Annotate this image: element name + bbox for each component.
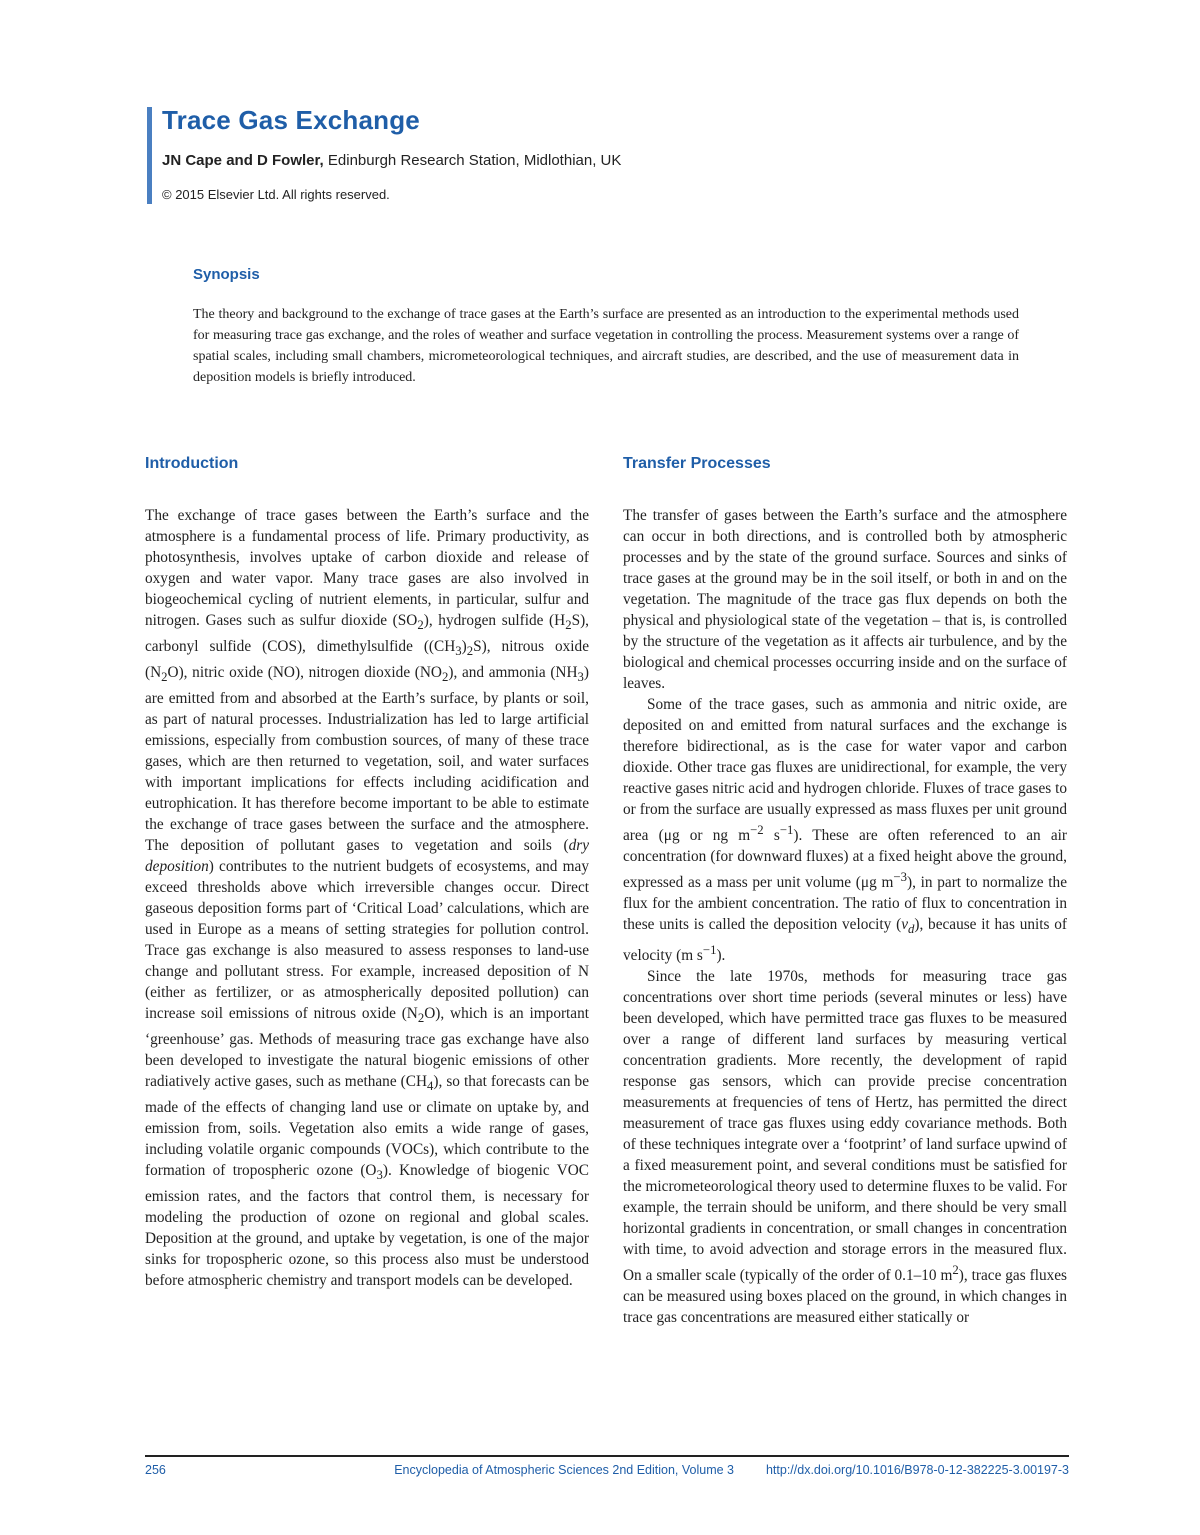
header-accent-bar [147,107,152,204]
right-column [623,455,1067,1328]
author-line [162,152,621,169]
transfer-paragraph-2: Some of the trace gases, such as ammonia and nitric oxide, are deposited on and emitted from natural surfaces and the exchange is therefore bidirectional, as is the case for water vapor and carbon dioxide. Other trace gas fluxes are unidirectional, for example, the very reactive gases nitric acid and hydrogen chloride. Fluxes of trace gases to or from the surface are usually expressed as mass fluxes per unit ground area (μg or ng $m^{-2}$ $s^{-1}$). These are often referenced to an air concentration (for downward fluxes) at a fixed height above the ground, expressed as a mass per unit volume (μg $m^{-3}$), in part to normalize the flux for the ambient concentration. The ratio of flux to concentration in these units is called the deposition velocity $(v_d)$, because it has units of velocity (m $s^{-1}$). [623,696,1068,965]
article-title: Trace Gas Exchange [162,105,420,135]
synopsis-text: The theory and background to the exchange of trace gases at the Earth’s surface are presented as an introduction to the experimental methods used for measuring trace gas exchange, and the roles of weather and surface vegetation in controlling the process. Measurement systems over a range of spatial scales, including small chambers, micrometeorological techniques, and aircraft studies, are described, and the use of measurement data in deposition models is briefly introduced. [193,307,1019,385]
page-footer [145,1463,1069,1481]
introduction-paragraph: The exchange of trace gases between the Earth’s surface and the atmosphere is a fundamental process of life. Primary productivity, as photosynthesis, involves uptake of carbon dioxide and release of oxygen and water vapor. Many trace gases are also involved in biogeochemical cycling of nutrient elements, in particular, sulfur and nitrogen. Gases such as sulfur dioxide $(SO_2)$, hydrogen sulfide $(H_2S)$, carbonyl sulfide (COS), dimethylsulfide $((CH_3)_2S)$, nitrous oxide $(N_2O)$, nitric oxide (NO), nitrogen dioxide $(NO_2)$, and ammonia $(NH_3)$ are emitted from and absorbed at the Earth’s surface, by plants or soil, as part of natural processes. Industrialization has led to large artificial emissions, especially from combustion sources, of many of these trace gases, which are then returned to vegetation, soil, and water surfaces with important implications for effects including acidification and eutrophication. It has therefore become important to be able to estimate the exchange of trace gases between the surface and the atmosphere. The deposition of pollutant gases to vegetation and soils (dry deposition) contributes to the nutrient budgets of ecosystems, and may exceed thresholds above which irreversible changes occur. Direct gaseous deposition forms part of ‘Critical Load’ calculations, which are used in Europe as a means of setting strategies for pollution control. Trace gas exchange is also measured to assess responses to land-use change and pollutant stress. For example, increased deposition of N (either as fertilizer, or as atmospherically deposited pollution) can increase soil emissions of nitrous oxide $(N_2O)$, which is an important ‘greenhouse’ gas. Methods of measuring trace gas exchange have also been developed to investigate the natural biogenic emissions of other radiatively active gases, such as methane $(CH_4)$, so that forecasts can be made of the effects of changing land use or climate on uptake by, and emission from, soils. Vegetation also emits a wide range of gases, including volatile organic compounds (VOCs), which contribute to the formation of tropospheric ozone $(O_3)$. Knowledge of biogenic VOC emission rates, and the factors that control them, is necessary for modeling the production of ozone on regional and global scales. Deposition at the ground, and uptake by vegetation, is one of the major sinks for tropospheric ozone, so this process also must be understood before atmospheric chemistry and transport models can be developed. [145,507,589,1290]
transfer-processes-heading: Transfer Processes [623,455,771,472]
introduction-heading: Introduction [145,455,239,472]
transfer-paragraph-1: The transfer of gases between the Earth’s surface and the atmosphere can occur in both directions, and is controlled both by atmospheric processes and by the state of the ground surface. Sources and sinks of trace gases at the ground may be in the soil itself, or both in and on the vegetation. The magnitude of the trace gas flux depends on both the physical and physiological state of the vegetation – that is, is controlled by the structure of the vegetation as it affects air turbulence, and by the biological and chemical processes occurring inside and on the surface of leaves. [623,507,1067,692]
affiliation: Edinburgh Research Station, Midlothian, UK [323,152,622,169]
transfer-paragraph-3: Since the late 1970s, methods for measuring trace gas concentrations over short time periods (several minutes or less) have been developed, which have permitted trace gas fluxes to be measured over a range of different land surfaces by measuring vertical concentration gradients. More recently, the development of rapid response gas sensors, which can provide precise concentration measurements at frequencies of tens of Hertz, has permitted the direct measurement of trace gas fluxes using eddy covariance methods. Both of these techniques integrate over a ‘footprint’ of land surface upwind of a fixed measurement point, and several conditions must be satisfied for the micrometeorological theory used to determine fluxes to be valid. For example, the terrain should be uniform, and there should be very small horizontal gradients in concentration, or small changes in concentration with time, to avoid advection and storage errors in the measured flux. On a smaller scale (typically of the order of 0.1–10 $m^2$), trace gas fluxes can be measured using boxes placed on the ground, in which changes in trace gas concentrations are measured either statically or [623,968,1067,1327]
journal-title: Encyclopedia of Atmospheric Sciences 2nd Edition, Volume 3 [394,1463,734,1477]
page-number: 256 [145,1463,166,1477]
left-column [145,455,589,1291]
copyright-notice: © 2015 Elsevier Ltd. All rights reserved. [162,187,390,202]
footer-rule [145,1455,1069,1457]
authors: JN Cape and D Fowler, [162,152,324,169]
synopsis-heading: Synopsis [193,266,260,283]
doi-link[interactable]: http://dx.doi.org/10.1016/B978-0-12-382225-3.00197-3 [765,1463,1069,1477]
